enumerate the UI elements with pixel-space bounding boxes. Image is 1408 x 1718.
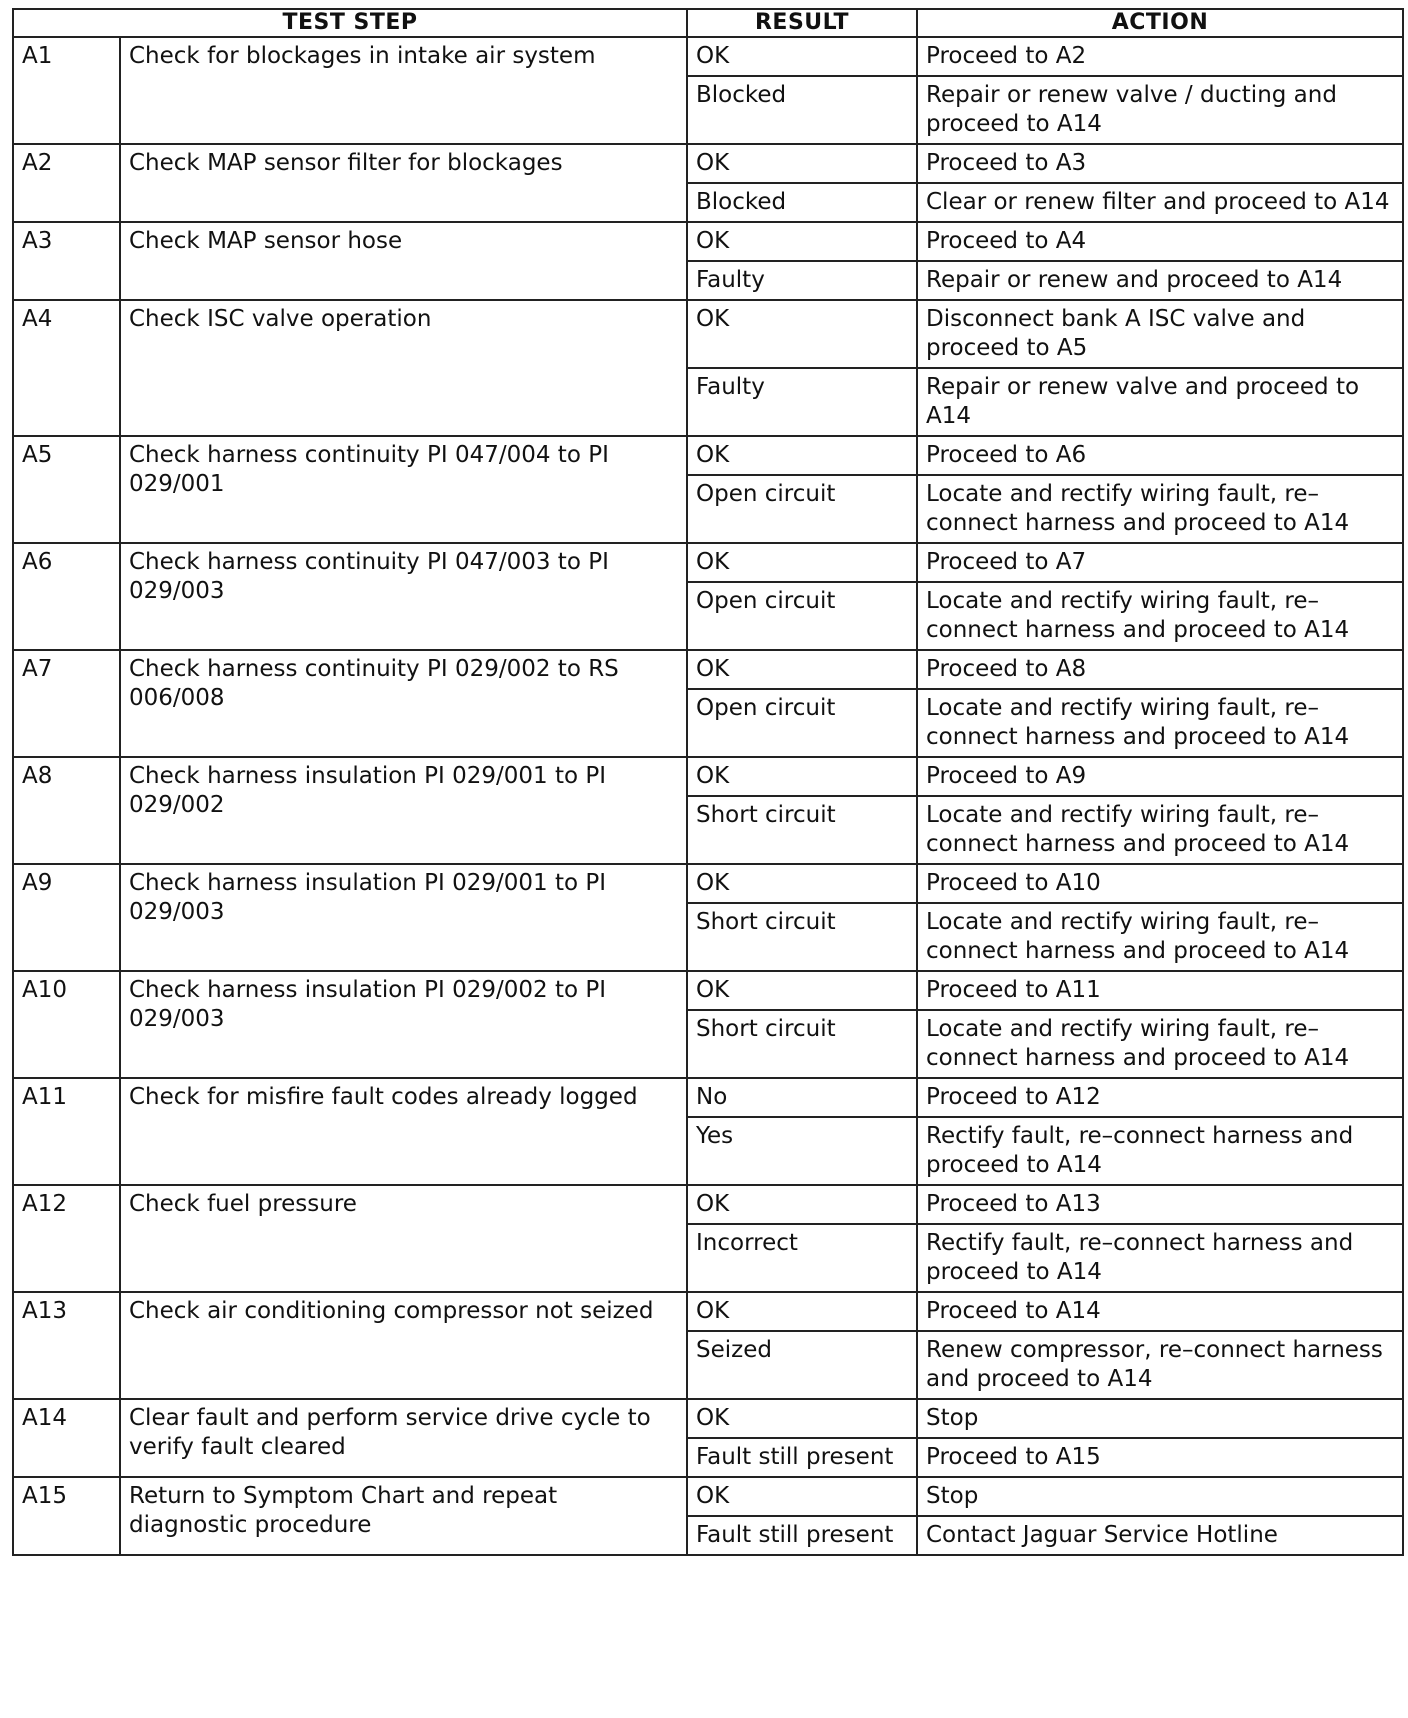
step-id: A7: [13, 650, 120, 757]
result-cell: OK: [687, 1399, 917, 1438]
action-cell: Rectify fault, re–connect harness and proceed to A14: [917, 1117, 1403, 1185]
action-cell: Locate and rectify wiring fault, re–connect harness and proceed to A14: [917, 689, 1403, 757]
action-cell: Locate and rectify wiring fault, re–connect harness and proceed to A14: [917, 475, 1403, 543]
step-id: A3: [13, 222, 120, 300]
result-cell: Faulty: [687, 368, 917, 436]
result-cell: Fault still present: [687, 1516, 917, 1555]
table-body: [13, 37, 1403, 1555]
action-cell: Proceed to A3: [917, 144, 1403, 183]
step-description: Check for misfire fault codes already logged: [120, 1078, 687, 1185]
result-cell: OK: [687, 757, 917, 796]
action-cell: Locate and rectify wiring fault, re–connect harness and proceed to A14: [917, 903, 1403, 971]
table-row: [13, 436, 1403, 475]
result-cell: OK: [687, 144, 917, 183]
step-description: Check MAP sensor hose: [120, 222, 687, 300]
result-cell: OK: [687, 436, 917, 475]
step-description: Check harness insulation PI 029/001 to PI 029/002: [120, 757, 687, 864]
result-cell: OK: [687, 543, 917, 582]
result-cell: OK: [687, 222, 917, 261]
table-row: [13, 222, 1403, 261]
action-cell: Proceed to A12: [917, 1078, 1403, 1117]
result-cell: OK: [687, 650, 917, 689]
action-cell: Proceed to A8: [917, 650, 1403, 689]
result-cell: Incorrect: [687, 1224, 917, 1292]
action-cell: Clear or renew filter and proceed to A14: [917, 183, 1403, 222]
header-result: RESULT: [687, 9, 917, 37]
result-cell: Short circuit: [687, 903, 917, 971]
action-cell: Proceed to A2: [917, 37, 1403, 76]
step-id: A4: [13, 300, 120, 436]
result-cell: OK: [687, 1292, 917, 1331]
step-id: A12: [13, 1185, 120, 1292]
action-cell: Locate and rectify wiring fault, re–connect harness and proceed to A14: [917, 796, 1403, 864]
step-id: A2: [13, 144, 120, 222]
result-cell: Blocked: [687, 76, 917, 144]
table-row: [13, 1292, 1403, 1331]
result-cell: OK: [687, 1477, 917, 1516]
action-cell: Locate and rectify wiring fault, re–connect harness and proceed to A14: [917, 1010, 1403, 1078]
result-cell: Yes: [687, 1117, 917, 1185]
step-id: A1: [13, 37, 120, 144]
result-cell: Blocked: [687, 183, 917, 222]
step-description: Check harness insulation PI 029/002 to PI 029/003: [120, 971, 687, 1078]
diagnostic-table: [12, 8, 1404, 1556]
result-cell: Open circuit: [687, 582, 917, 650]
table-row: [13, 1399, 1403, 1438]
step-description: Check MAP sensor filter for blockages: [120, 144, 687, 222]
table-row: [13, 1477, 1403, 1516]
step-id: A15: [13, 1477, 120, 1555]
step-id: A10: [13, 971, 120, 1078]
result-cell: Short circuit: [687, 796, 917, 864]
result-cell: OK: [687, 971, 917, 1010]
table-row: [13, 144, 1403, 183]
result-cell: Open circuit: [687, 689, 917, 757]
action-cell: Repair or renew and proceed to A14: [917, 261, 1403, 300]
step-description: Check for blockages in intake air system: [120, 37, 687, 144]
table-row: [13, 757, 1403, 796]
table-row: [13, 650, 1403, 689]
table-row: [13, 300, 1403, 368]
action-cell: Proceed to A14: [917, 1292, 1403, 1331]
step-description: Clear fault and perform service drive cycle to verify fault cleared: [120, 1399, 687, 1477]
table-row: [13, 1185, 1403, 1224]
step-description: Return to Symptom Chart and repeat diagnostic procedure: [120, 1477, 687, 1555]
step-id: A13: [13, 1292, 120, 1399]
action-cell: Rectify fault, re–connect harness and proceed to A14: [917, 1224, 1403, 1292]
header-action: ACTION: [917, 9, 1403, 37]
step-description: Check ISC valve operation: [120, 300, 687, 436]
result-cell: Seized: [687, 1331, 917, 1399]
result-cell: Faulty: [687, 261, 917, 300]
step-description: Check harness continuity PI 029/002 to RS 006/008: [120, 650, 687, 757]
action-cell: Proceed to A15: [917, 1438, 1403, 1477]
table-row: [13, 543, 1403, 582]
action-cell: Contact Jaguar Service Hotline: [917, 1516, 1403, 1555]
action-cell: Proceed to A7: [917, 543, 1403, 582]
action-cell: Proceed to A9: [917, 757, 1403, 796]
header-row: [13, 9, 1403, 37]
action-cell: Proceed to A11: [917, 971, 1403, 1010]
result-cell: OK: [687, 864, 917, 903]
result-cell: OK: [687, 1185, 917, 1224]
action-cell: Stop: [917, 1477, 1403, 1516]
action-cell: Repair or renew valve / ducting and proceed to A14: [917, 76, 1403, 144]
action-cell: Proceed to A4: [917, 222, 1403, 261]
step-id: A5: [13, 436, 120, 543]
step-id: A14: [13, 1399, 120, 1477]
table-row: [13, 37, 1403, 76]
action-cell: Proceed to A6: [917, 436, 1403, 475]
step-id: A9: [13, 864, 120, 971]
step-description: Check harness continuity PI 047/004 to PI 029/001: [120, 436, 687, 543]
step-description: Check harness insulation PI 029/001 to PI 029/003: [120, 864, 687, 971]
step-id: A8: [13, 757, 120, 864]
action-cell: Proceed to A10: [917, 864, 1403, 903]
result-cell: OK: [687, 37, 917, 76]
result-cell: Fault still present: [687, 1438, 917, 1477]
step-description: Check air conditioning compressor not seized: [120, 1292, 687, 1399]
header-test-step: TEST STEP: [13, 9, 687, 37]
table-row: [13, 1078, 1403, 1117]
action-cell: Repair or renew valve and proceed to A14: [917, 368, 1403, 436]
action-cell: Disconnect bank A ISC valve and proceed to A5: [917, 300, 1403, 368]
action-cell: Proceed to A13: [917, 1185, 1403, 1224]
result-cell: No: [687, 1078, 917, 1117]
step-description: Check harness continuity PI 047/003 to PI 029/003: [120, 543, 687, 650]
action-cell: Stop: [917, 1399, 1403, 1438]
table-row: [13, 864, 1403, 903]
step-id: A6: [13, 543, 120, 650]
step-description: Check fuel pressure: [120, 1185, 687, 1292]
action-cell: Locate and rectify wiring fault, re–connect harness and proceed to A14: [917, 582, 1403, 650]
result-cell: Open circuit: [687, 475, 917, 543]
result-cell: Short circuit: [687, 1010, 917, 1078]
step-id: A11: [13, 1078, 120, 1185]
table-row: [13, 971, 1403, 1010]
result-cell: OK: [687, 300, 917, 368]
action-cell: Renew compressor, re–connect harness and proceed to A14: [917, 1331, 1403, 1399]
